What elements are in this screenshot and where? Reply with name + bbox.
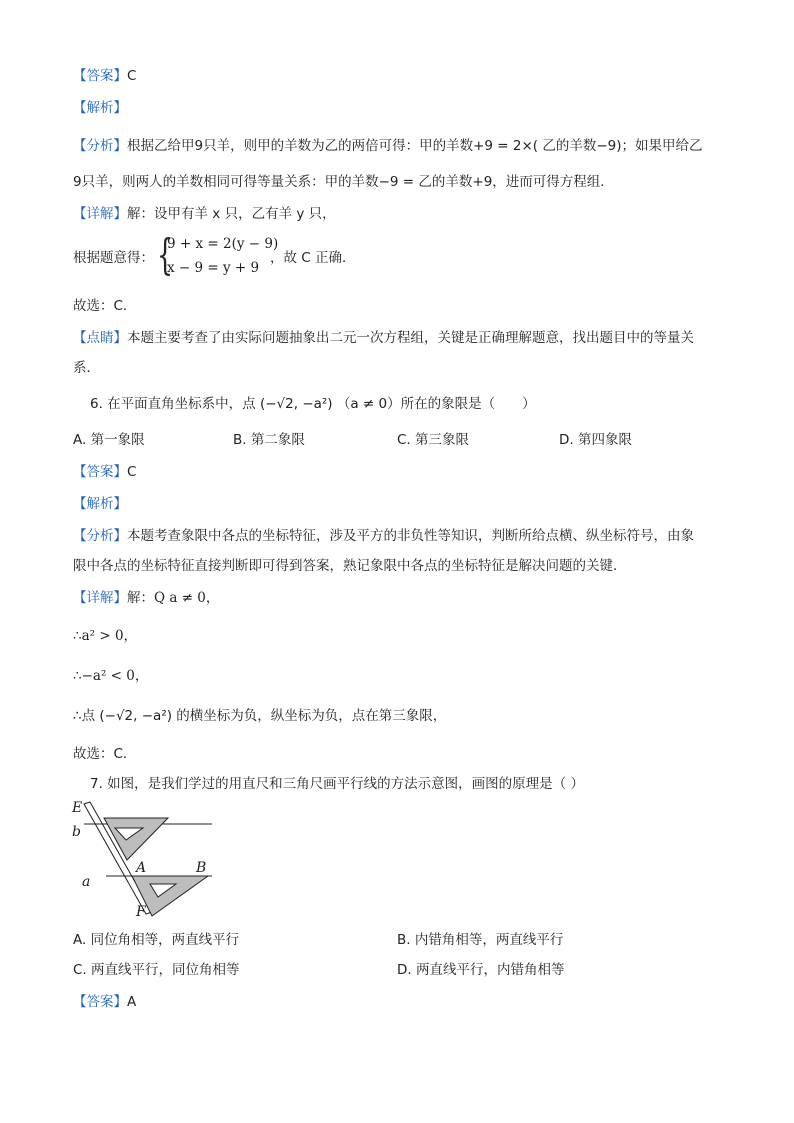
xiangjie-tag: 【详解】 — [73, 590, 127, 606]
label-b-point: B — [196, 860, 207, 876]
label-e: E — [72, 800, 83, 816]
q6-fenxi-line-2 — [73, 556, 734, 576]
brace-glyph: { — [157, 230, 174, 279]
q6-stem: 6. 在平面直角坐标系中，点 (−√2, −a²) （a ≠ 0）所在的象限是（ ） — [90, 396, 536, 412]
q7-option-a: A. 同位角相等，两直线平行 — [73, 932, 240, 948]
label-f: F — [136, 904, 146, 920]
ruler-triangle-figure — [70, 798, 220, 922]
answer-value: A — [127, 994, 137, 1010]
analysis-tag: 【解析】 — [73, 496, 127, 512]
system-suffix: ，故 C 正确． — [270, 250, 356, 266]
q6-step-4: ∴点 (−√2, −a²) 的横坐标为负，纵坐标为负，点在第三象限， — [73, 708, 447, 724]
xiangjie-text: 解：设甲有羊 x 只，乙有羊 y 只， — [127, 206, 336, 222]
answer-tag: 【答案】 — [73, 464, 127, 480]
q5-answer-line — [73, 66, 734, 86]
label-a-line: a — [82, 874, 91, 890]
upper-triangle — [104, 818, 168, 860]
q6-answer-line — [73, 462, 734, 482]
answer-value: C — [127, 68, 137, 84]
q6-option-c: C. 第三象限 — [397, 432, 470, 448]
dianjing-text: 本题主要考查了由实际问题抽象出二元一次方程组，关键是正确理解题意，找出题目中的等量关 — [127, 330, 694, 346]
equation-2: x − 9 = y + 9 — [167, 260, 260, 276]
q5-system-suffix — [270, 248, 734, 268]
dianjing-tag: 【点睛】 — [73, 330, 127, 346]
q7-stem: 7. 如图，是我们学过的用直尺和三角尺画平行线的方法示意图，画图的原理是（ ） — [90, 776, 584, 792]
q6-analysis-line — [73, 494, 734, 514]
q6-option-a: A. 第一象限 — [73, 432, 145, 448]
choose-text: 故选：C． — [73, 298, 137, 314]
step-1: 解：Q a ≠ 0， — [127, 590, 220, 606]
label-b: b — [72, 824, 81, 840]
answer-tag: 【答案】 — [73, 68, 127, 84]
q7-option-d: D. 两直线平行，内错角相等 — [397, 962, 565, 978]
equation-1: 9 + x = 2(y − 9) — [167, 236, 279, 252]
q6-choose-line — [73, 744, 734, 764]
q6-step-2: ∴a² > 0， — [73, 628, 138, 644]
xiangjie-tag: 【详解】 — [73, 206, 127, 222]
fenxi-text: 9只羊，则两人的羊数相同可得等量关系：甲的羊数−9 = 乙的羊数+9，进而可得方程组． — [73, 174, 614, 190]
q7-option-c: C. 两直线平行，同位角相等 — [73, 962, 240, 978]
system-prefix: 根据题意得： — [73, 250, 154, 266]
q5-fenxi-line-2 — [73, 172, 734, 192]
fenxi-tag: 【分析】 — [73, 528, 127, 544]
q5-choose-line — [73, 296, 734, 316]
label-a-point: A — [136, 860, 147, 876]
answer-tag: 【答案】 — [73, 994, 127, 1010]
q5-fenxi-line-1 — [73, 136, 734, 156]
q6-option-d: D. 第四象限 — [559, 432, 632, 448]
q6-step-3: ∴−a² < 0， — [73, 668, 149, 684]
q5-analysis-line — [73, 98, 734, 118]
q6-option-b: B. 第二象限 — [233, 432, 305, 448]
q6-xiangjie-line — [73, 588, 734, 608]
q6-fenxi-line-1 — [73, 526, 734, 546]
dianjing-text: 系． — [73, 360, 100, 376]
choose-text: 故选：C． — [73, 746, 137, 762]
analysis-tag: 【解析】 — [73, 100, 127, 116]
q5-dianjing-line-2 — [73, 358, 734, 378]
q7-answer-line — [73, 992, 734, 1012]
fenxi-text: 限中各点的坐标特征直接判断即可得到答案，熟记象限中各点的坐标特征是解决问题的关键． — [73, 558, 627, 574]
q5-xiangjie-line — [73, 204, 734, 224]
fenxi-tag: 【分析】 — [73, 138, 127, 154]
fenxi-text: 根据乙给甲9只羊，则甲的羊数为乙的两倍可得：甲的羊数+9 = 2×( 乙的羊数−9)；如果甲给乙 — [127, 138, 703, 154]
q5-dianjing-line-1 — [73, 328, 734, 348]
answer-value: C — [127, 464, 137, 480]
fenxi-text: 本题考查象限中各点的坐标特征，涉及平方的非负性等知识，判断所给点横、纵坐标符号，由象 — [127, 528, 694, 544]
q7-option-b: B. 内错角相等，两直线平行 — [397, 932, 564, 948]
